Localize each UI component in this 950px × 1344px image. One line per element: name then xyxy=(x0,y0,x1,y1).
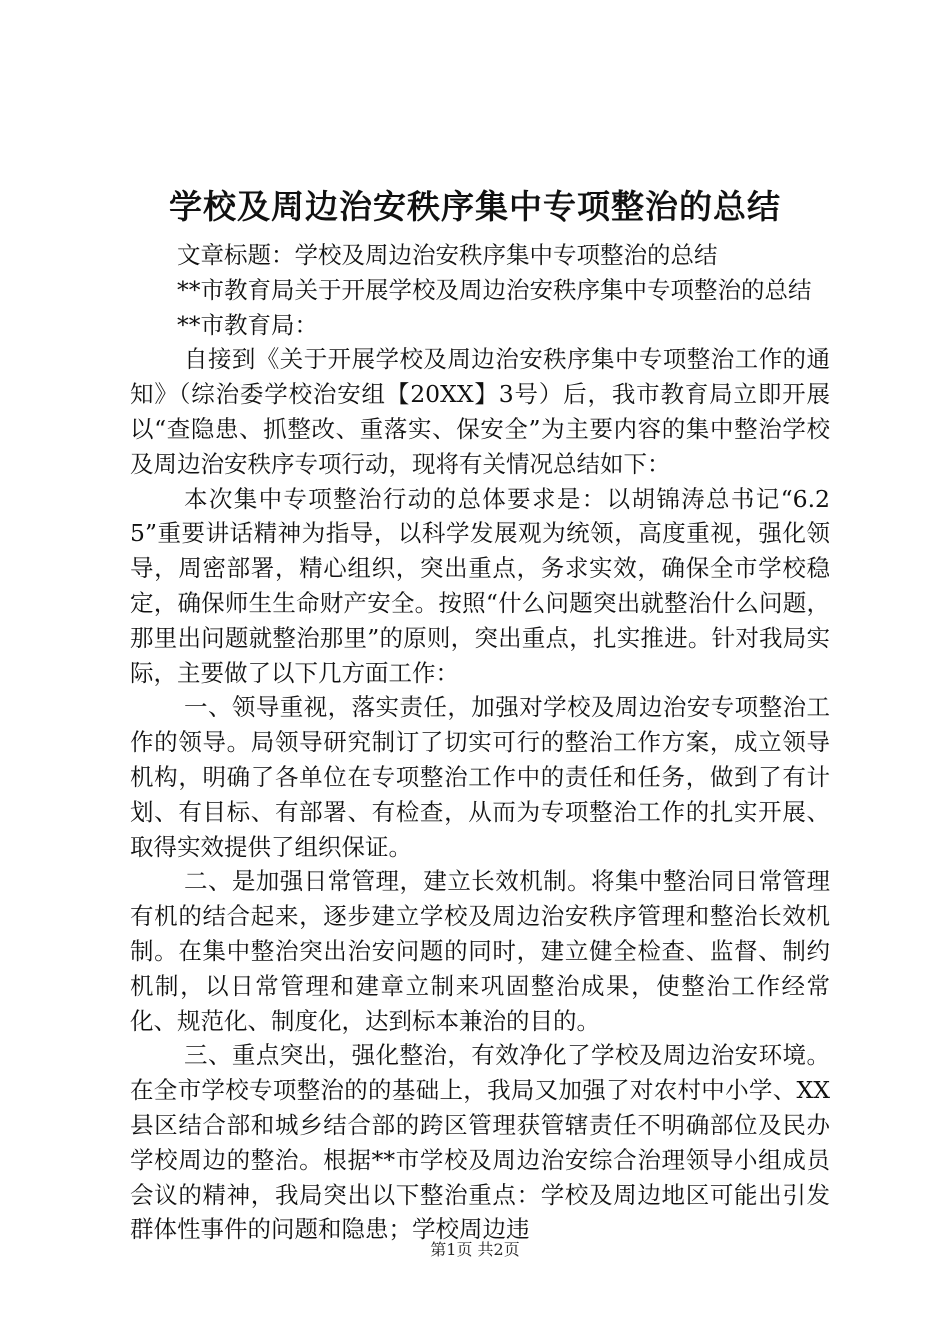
paragraph-report-heading: **市教育局关于开展学校及周边治安秩序集中专项整治的总结 xyxy=(177,275,812,304)
paragraph-addressee: **市教育局： xyxy=(177,310,318,339)
document-body xyxy=(130,238,830,1247)
document-title: 学校及周边治安秩序集中专项整治的总结 xyxy=(169,187,781,226)
paragraph-section-two: 二、是加强日常管理，建立长效机制。将集中整治同日常管理有机的结合起来，逐步建立学校及周边治安秩序管理和整治长效机制。在集中整治突出治安问题的同时，建立健全检查、监督、制约机制，以日常管理和建章立制来巩固整治成果，使整治工作经常化、规范化、制度化，达到标本兼治的目的。 xyxy=(130,867,830,1035)
paragraph-section-one: 一、领导重视，落实责任，加强对学校及周边治安专项整治工作的领导。局领导研究制订了切实可行的整治工作方案，成立领导机构，明确了各单位在专项整治工作中的责任和任务，做到了有计划、有目标、有部署、有检查，从而为专项整治工作的扎实开展、取得实效提供了组织保证。 xyxy=(130,693,830,861)
paragraph-overall-requirements: 本次集中专项整治行动的总体要求是：以胡锦涛总书记“6.25”重要讲话精神为指导，以科学发展观为统领，高度重视，强化领导，周密部署，精心组织，突出重点，务求实效，确保全市学校稳定，确保师生生命财产安全。按照“什么问题突出就整治什么问题，那里出问题就整治那里”的原则，突出重点，扎实推进。针对我局实际，主要做了以下几方面工作： xyxy=(130,484,830,687)
paragraph-introduction: 自接到《关于开展学校及周边治安秩序集中专项整治工作的通知》（综治委学校治安组【20XX】3号）后，我市教育局立即开展以“查隐患、抓整改、重落实、保安全”为主要内容的集中整治学校及周边治安秩序专项行动，现将有关情况总结如下： xyxy=(130,345,830,478)
paragraph-article-title: 文章标题：学校及周边治安秩序集中专项整治的总结 xyxy=(177,241,718,269)
paragraph-section-three: 三、重点突出，强化整治，有效净化了学校及周边治安环境。在全市学校专项整治的的基础上，我局又加强了对农村中小学、XX县区结合部和城乡结合部的跨区管理获管辖责任不明确部位及民办学校周边的整治。根据**市学校及周边治安综合治理领导小组成员会议的精神，我局突出以下整治重点：学校及周边地区可能出引发群体性事件的问题和隐患；学校周边违 xyxy=(130,1041,830,1244)
page-number-footer: 第1页 共2页 xyxy=(430,1240,520,1259)
